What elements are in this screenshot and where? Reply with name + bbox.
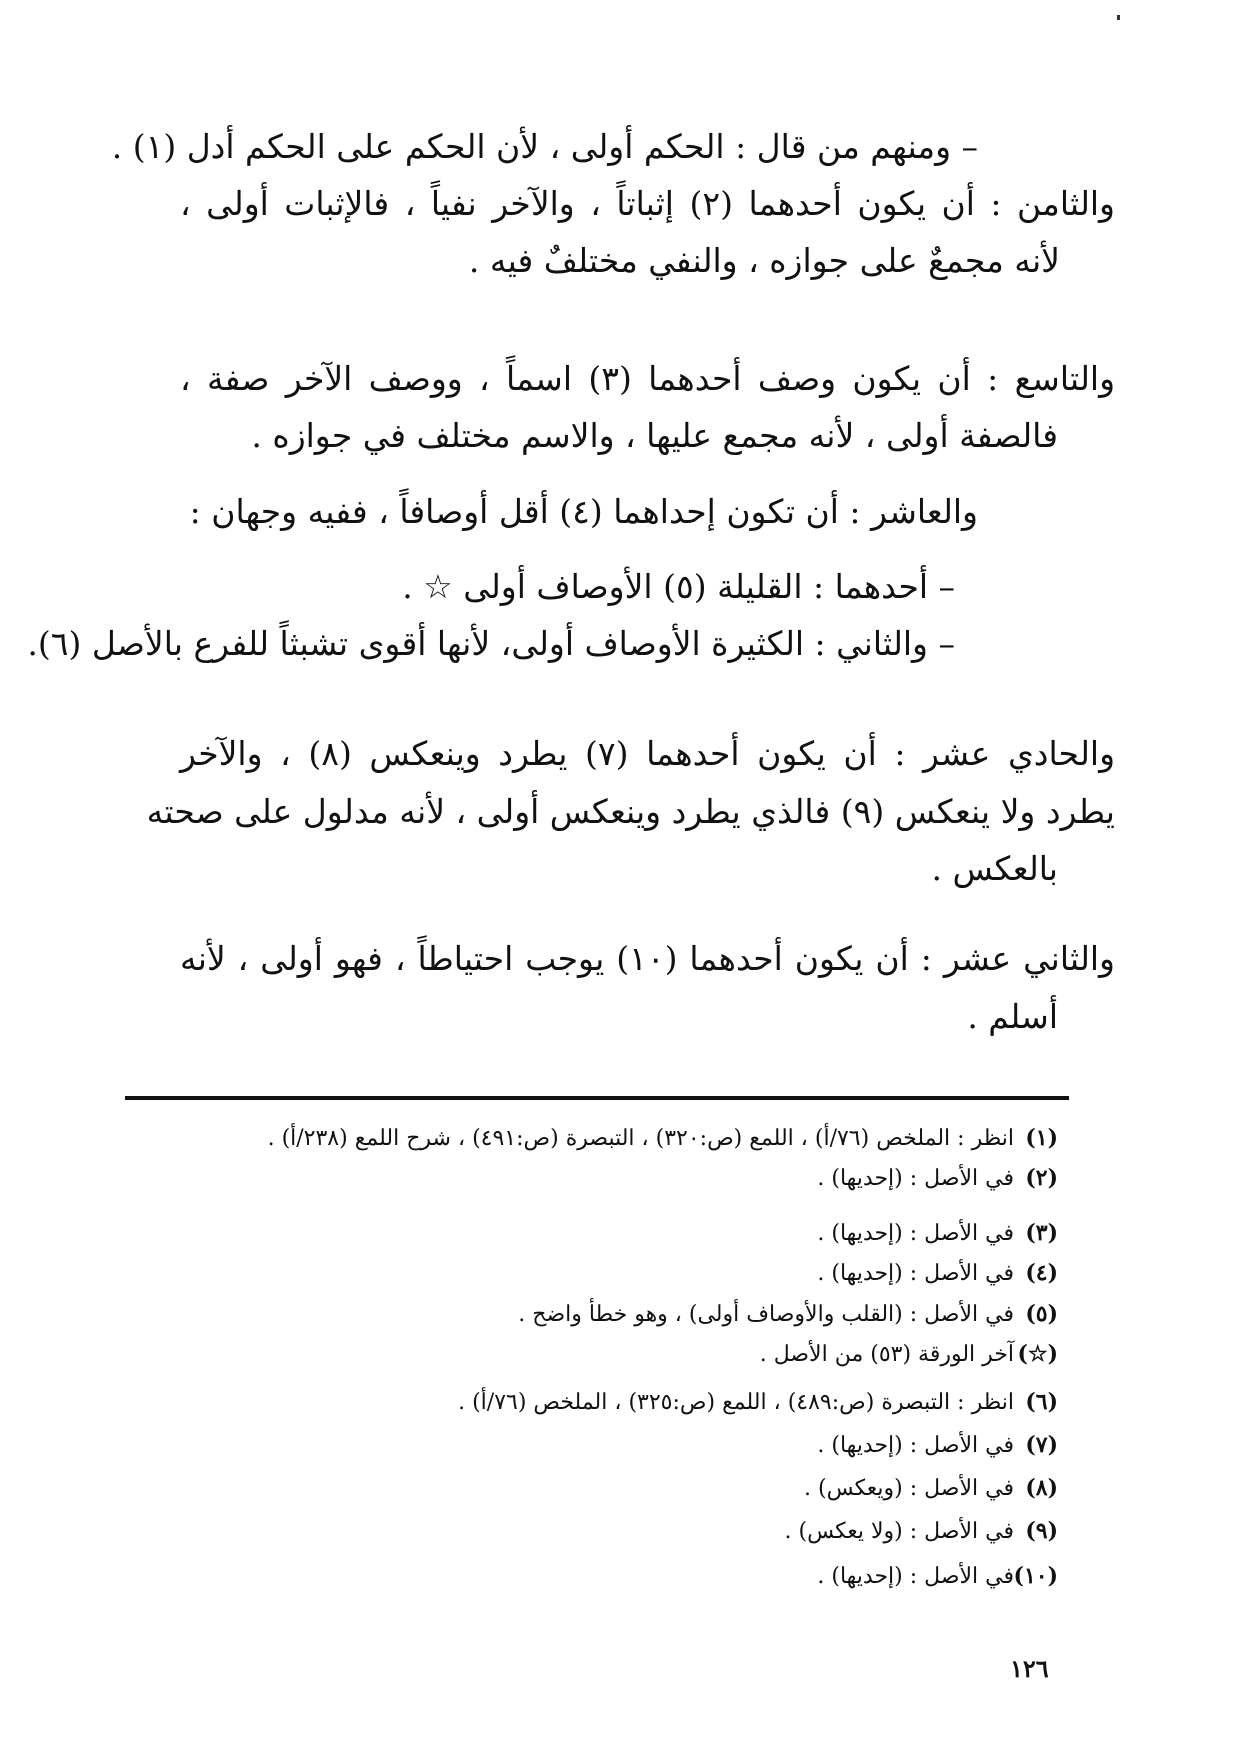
footnote-text: في الأصل : (إحديها) . (817, 1564, 1014, 1589)
footnote-number: (٦) (1025, 1389, 1058, 1415)
body-line-11: بالعكس . (931, 849, 1058, 888)
footnote-text: في الأصل : (إحديها) . (817, 1221, 1014, 1246)
footnote-number: (١٠) (1013, 1563, 1058, 1589)
footnote-separator (125, 1096, 1069, 1100)
footnote-text: في الأصل : (ولا يعكس) . (784, 1519, 1014, 1544)
body-line-4: والتاسع : أن يكون وصف أحدهما (٣) اسماً ، ووصف الآخر صفة ، (180, 359, 1115, 398)
footnote-2 (817, 1161, 1058, 1196)
body-line-10: يطرد ولا ينعكس (٩) فالذي يطرد وينعكس أولى ، لأنه مدلول على صحته (146, 792, 1115, 831)
scan-speck (1117, 15, 1120, 20)
body-line-8: – والثاني : الكثيرة الأوصاف أولى، لأنها أقوى تشبثاً للفرع بالأصل (٦). (27, 624, 955, 663)
footnote-text: في الأصل : (ويعكس) . (804, 1476, 1014, 1501)
footnote-5 (518, 1297, 1058, 1332)
footnote-7 (817, 1428, 1058, 1463)
body-line-3: لأنه مجمعٌ على جوازه ، والنفي مختلفٌ فيه . (468, 241, 1060, 280)
footnote-star (760, 1337, 1058, 1372)
body-line-13: أسلم . (967, 997, 1058, 1036)
body-line-7: – أحدهما : القليلة (٥) الأوصاف أولى ☆ . (402, 567, 955, 606)
footnote-text: في الأصل : (إحديها) . (817, 1166, 1014, 1191)
footnote-number: (٩) (1025, 1518, 1058, 1544)
footnote-number: (٨) (1025, 1475, 1058, 1501)
footnote-10 (817, 1559, 1058, 1594)
footnote-number: (٣) (1025, 1220, 1058, 1246)
footnote-text: في الأصل : (إحديها) . (817, 1261, 1014, 1286)
footnote-1 (268, 1121, 1058, 1156)
body-line-2: والثامن : أن يكون أحدهما (٢) إثباتاً ، والآخر نفياً ، فالإثبات أولى ، (180, 184, 1115, 223)
footnote-3 (817, 1216, 1058, 1251)
page-number: ١٢٦ (1010, 1654, 1049, 1683)
body-line-9: والحادي عشر : أن يكون أحدهما (٧) يطرد وينعكس (٨) ، والآخر (180, 734, 1116, 773)
footnote-number: (١) (1025, 1125, 1058, 1151)
body-line-12: والثاني عشر : أن يكون أحدهما (١٠) يوجب احتياطاً ، فهو أولى ، لأنه (180, 939, 1115, 978)
footnote-8 (804, 1471, 1058, 1506)
footnote-text: انظر : التبصرة (ص:٤٨٩) ، اللمع (ص:٣٢٥) ، الملخص (٧٦/أ) . (458, 1390, 1014, 1415)
footnote-text: آخر الورقة (٥٣) من الأصل . (759, 1342, 1014, 1367)
body-line-1: – ومنهم من قال : الحكم أولى ، لأن الحكم على الحكم أدل (١) . (111, 127, 978, 166)
footnote-text: في الأصل : (إحديها) . (817, 1433, 1014, 1458)
footnote-4 (817, 1256, 1058, 1291)
body-line-5: فالصفة أولى ، لأنه مجمع عليها ، والاسم مختلف في جوازه . (251, 416, 1058, 455)
footnote-9 (785, 1514, 1059, 1549)
footnote-6 (458, 1385, 1058, 1420)
footnote-number: (٢) (1025, 1165, 1058, 1191)
footnote-number: (☆) (1017, 1341, 1058, 1367)
footnote-text: في الأصل : (القلب والأوصاف أولى) ، وهو خطأ واضح . (518, 1302, 1014, 1327)
body-line-6: والعاشر : أن تكون إحداهما (٤) أقل أوصافاً ، ففيه وجهان : (189, 492, 978, 531)
footnote-number: (٤) (1025, 1260, 1058, 1286)
footnote-number: (٧) (1025, 1432, 1058, 1458)
footnote-number: (٥) (1025, 1301, 1058, 1327)
footnote-text: انظر : الملخص (٧٦/أ) ، اللمع (ص:٣٢٠) ، التبصرة (ص:٤٩١) ، شرح اللمع (٢٣٨/أ) . (267, 1126, 1014, 1151)
